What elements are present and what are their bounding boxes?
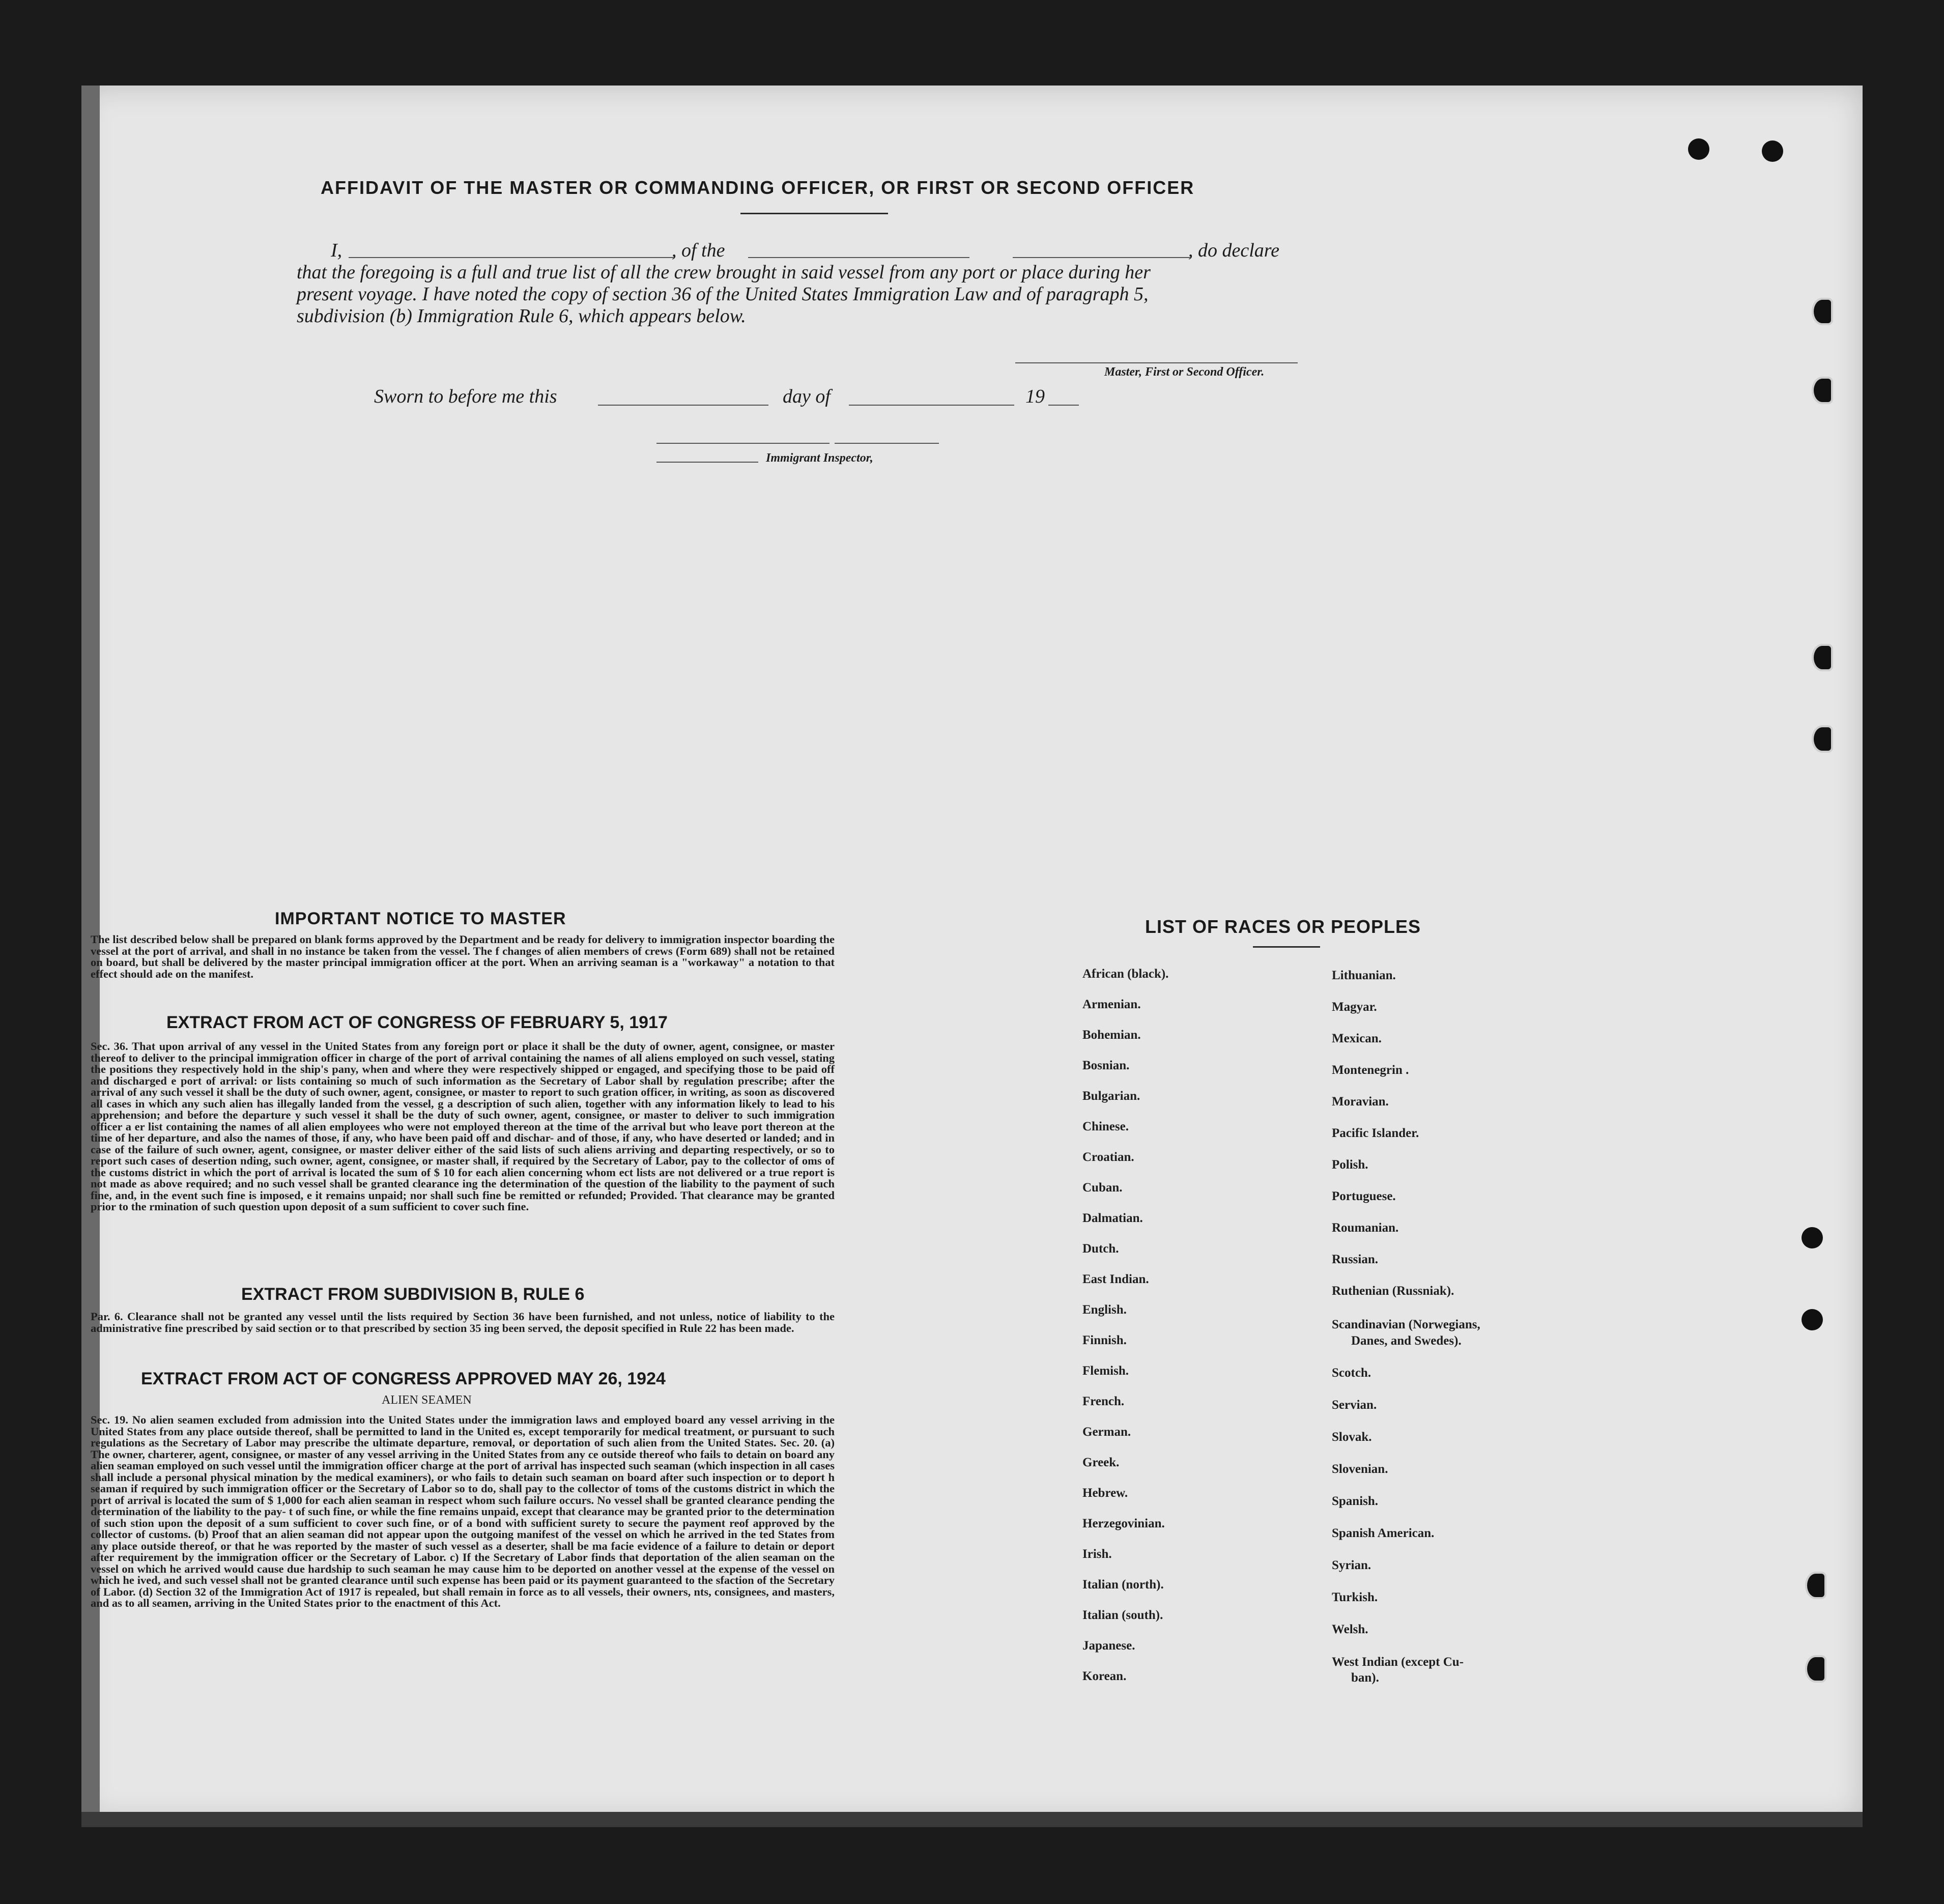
race-item: Montenegrin . (1332, 1063, 1409, 1077)
race-item: Dutch. (1082, 1242, 1119, 1256)
master-signature-line[interactable] (1015, 362, 1298, 363)
race-item: East Indian. (1082, 1272, 1149, 1286)
race-item: Russian. (1332, 1253, 1379, 1266)
race-item: Spanish American. (1332, 1526, 1435, 1540)
race-item: Scotch. (1332, 1366, 1371, 1380)
race-item: Italian (north). (1082, 1578, 1164, 1592)
extract-rule6-title: EXTRACT FROM SUBDIVISION B, RULE 6 (241, 1285, 585, 1304)
extract-1924-text: Sec. 19. No alien seamen excluded from admission into the United States under the immigration laws and employed board any vessel arriving in the United States from any place outside thereof, shall be permitted to land in the United es, except temporarily for medical treatment, or pursuant to such regulations as the Secretary of Labor may prescribe the ultimate departure, removal, or deportation of such alien from the United States. Sec. 20. (a) The owner, charterer, agent, consignee, or master of any vessel arriving in the United States from any ce outside thereof who fails to detain on board any alien seaman employed on such vessel until the immigration officer charge at the port of arrival has inspected such seaman (which inspection in all cases shall include a personal physical mination by the medical examiners), or who fails to detain such seaman on board after such inspection or to deport h seaman if required by such immigration officer or the Secretary of Labor so to do, shall pay to the collector of toms of the customs district in which the port of arrival is located the sum of $ 1,000 for each alien seaman in respect whom such failure occurs. No vessel shall be granted clearance pending the determination of the liability to the pay- t of such fine, or while the fine remains unpaid, except that clearance may be granted prior to the determination of such stion upon the deposit of a sum sufficient to cover such fine, or of a bond with sufficient surety to secure the payment reof approved by the collector of customs. (b) Proof that an alien seaman did not appear upon the outgoing manifest of the vessel on which he arrived in the ted States from any place outside thereof, or that he was reported by the master of such vessel as a deserter, shall be ma facie evidence of a failure to detain or deport after requirement by the immigration officer or the Secretary of Labor. c) If the Secretary of Labor finds that deportation of the alien seaman on the vessel on which he arrived would cause due hardship to such seaman he may cause him to be deported on another vessel at the expense of the vessel on which he ived, and such vessel shall not be granted clearance until such expense has been paid or its payment guaranteed to the sfaction of the Secretary of Labor. (d) Section 32 of the Immigration Act of 1917 is repealed, but shall remain in force as to all vessels, their owners, nts, consignees, and masters, and as to all seamen, arriving in the United States prior to the enactment of this Act. (91, 1413, 835, 1609)
race-item: Ruthenian (Russniak). (1332, 1284, 1454, 1298)
punch-hole-icon (1688, 138, 1709, 160)
affidavit-title: AFFIDAVIT OF THE MASTER OR COMMANDING OFFICER, OR FIRST OR SECOND OFFICER (321, 177, 1195, 198)
sworn-prefix: Sworn to before me this (374, 386, 557, 407)
race-item: Polish. (1332, 1158, 1368, 1172)
affidavit-do-declare: , do declare (1188, 240, 1280, 261)
race-item: German. (1082, 1425, 1131, 1439)
race-item: English. (1082, 1303, 1127, 1317)
race-item: Greek. (1082, 1456, 1120, 1469)
notice-text: The list described below shall be prepared on blank forms approved by the Department and be ready for delivery to immigration inspector boarding the vessel at the port of arrival, and shall in no instance be taken from the vessel. The f changes of alien members of crews (Form 689) shall not be retained on board, but shall be delivered by the master principal immigration officer at the port. When an arriving seaman is a "workaway" a notation to that effect should ade on the manifest. (91, 933, 835, 980)
race-item: Japanese. (1082, 1639, 1135, 1653)
punch-hole-icon (1802, 1309, 1823, 1330)
inspector-line-1[interactable] (656, 443, 830, 444)
race-item: Roumanian. (1332, 1221, 1399, 1235)
race-item: Bohemian. (1082, 1028, 1141, 1042)
race-item: Italian (south). (1082, 1608, 1163, 1622)
races-title-rule (1253, 946, 1320, 948)
race-item: West Indian (except Cu- (1332, 1655, 1464, 1669)
affidavit-of-the: , of the (672, 240, 725, 261)
extract-1924-title: EXTRACT FROM ACT OF CONGRESS APPROVED MAY 26, 1924 (141, 1369, 666, 1388)
races-title: LIST OF RACES OR PEOPLES (1145, 916, 1421, 937)
race-item: Mexican. (1332, 1032, 1382, 1045)
race-item: Finnish. (1082, 1333, 1127, 1347)
binder-clip-icon (1812, 644, 1833, 671)
affidavit-title-rule (740, 213, 888, 214)
race-item: ban). (1351, 1671, 1379, 1685)
extract-1917-title: EXTRACT FROM ACT OF CONGRESS OF FEBRUARY 5, 1917 (166, 1013, 668, 1032)
race-item: Flemish. (1082, 1364, 1129, 1378)
race-item: African (black). (1082, 967, 1169, 981)
race-item: Spanish. (1332, 1494, 1379, 1508)
notice-title: IMPORTANT NOTICE TO MASTER (275, 909, 566, 928)
race-item: Hebrew. (1082, 1486, 1128, 1500)
race-item: Slovak. (1332, 1430, 1372, 1444)
binder-clip-icon (1805, 1655, 1826, 1683)
affidavit-line-4: subdivision (b) Immigration Rule 6, which appears below. (297, 305, 746, 327)
binder-clip-icon (1805, 1572, 1826, 1599)
race-item: Moravian. (1332, 1095, 1389, 1109)
binder-clip-icon (1812, 725, 1833, 753)
race-item: Danes, and Swedes). (1351, 1334, 1462, 1348)
race-item: Herzegovinian. (1082, 1517, 1165, 1530)
master-signature-label: Master, First or Second Officer. (1104, 365, 1265, 379)
inspector-line-3[interactable] (656, 462, 758, 463)
race-item: Lithuanian. (1332, 969, 1396, 982)
extract-rule6-text: Par. 6. Clearance shall not be granted any vessel until the lists required by Section 36 have been furnished, and not unless, notice of liability to the administrative fine prescribed by said section or to that prescribed by section 35 ing been served, the deposit specified in Rule 22 has been made. (91, 1310, 835, 1334)
sworn-day-line[interactable] (598, 405, 768, 406)
inspector-line-2[interactable] (835, 443, 939, 444)
extract-1917-text: Sec. 36. That upon arrival of any vessel in the United States from any foreign port or place it shall be the duty of owner, agent, consignee, or master thereof to deliver to the principal immigration officer in charge of the port of arrival containing the names of all aliens employed on such vessel, stating the positions they respectively hold in the ship's pany, when and where they were respectively shipped or engaged, and specifying those to be paid off and discharged e port of arrival: or lists containing so much of such information as the Secretary of Labor shall by regulation prescribe; after the arrival of any such vessel it shall be the duty of such owner, agent, consignee, or master to report to such gration officer, in writing, as soon as discovered all cases in which any such alien has illegally landed from the vessel, g a description of such alien, together with any information likely to lead to his apprehension; and before the departure y such vessel it shall be the duty of such owner, agent, consignee, or master to deliver to such immigration officer a er list containing the names of all alien employees who were not employed thereon at the time of the arrival but who leave port thereon at the time of her departure, and also the names of those, if any, who have been paid off and dischar- and of those, if any, who have deserted or landed; and in case of the failure of such owner, agent, consignee, or master deliver either of the said lists of such aliens arriving and departing respectively, or so to report such cases of desertion nding, such owner, agent, consignee, or master shall, if required by the Secretary of Labor, pay to the collector of oms of the customs district in which the port of arrival is located the sum of $ 10 for each alien concerning whom ect lists are not delivered or a true report is not made as above required; and no such vessel shall be granted clearance ing the determination of the question of the liability to the payment of such fine, and, in the event such fine is imposed, e it remains unpaid; nor shall such fine be remitted or refunded; Provided. That clearance may be granted prior to the rmination of such question upon deposit of a sum sufficient to cover such fine. (91, 1040, 835, 1213)
affidavit-i: I, (331, 240, 342, 261)
race-item: Croatian. (1082, 1150, 1134, 1164)
inspector-label: Immigrant Inspector, (766, 451, 873, 465)
sworn-year: 19 (1025, 386, 1045, 407)
sworn-day-of: day of (783, 386, 831, 407)
race-item: Chinese. (1082, 1120, 1129, 1133)
race-item: Magyar. (1332, 1000, 1377, 1014)
punch-hole-icon (1802, 1227, 1823, 1248)
race-item: French. (1082, 1395, 1125, 1408)
extract-1924-subtitle: ALIEN SEAMEN (382, 1394, 472, 1407)
punch-hole-icon (1762, 140, 1783, 162)
sworn-year-line[interactable] (1048, 405, 1079, 406)
page-bottom-shadow (81, 1812, 1863, 1827)
race-item: Irish. (1082, 1547, 1112, 1561)
race-item: Pacific Islander. (1332, 1126, 1419, 1140)
name-blank-line[interactable] (349, 257, 674, 258)
race-item: Korean. (1082, 1669, 1127, 1683)
race-item: Armenian. (1082, 998, 1141, 1011)
race-item: Servian. (1332, 1398, 1377, 1412)
binder-clip-icon (1812, 377, 1833, 404)
race-item: Portuguese. (1332, 1189, 1396, 1203)
race-item: Scandinavian (Norwegians, (1332, 1318, 1480, 1331)
race-item: Bulgarian. (1082, 1089, 1140, 1103)
vessel-blank-line[interactable] (1013, 257, 1191, 258)
race-item: Syrian. (1332, 1558, 1371, 1572)
position-blank-line[interactable] (748, 257, 969, 258)
race-item: Welsh. (1332, 1623, 1368, 1636)
binder-clip-icon (1812, 298, 1833, 325)
race-item: Dalmatian. (1082, 1211, 1143, 1225)
affidavit-line-3: present voyage. I have noted the copy of section 36 of the United States Immigration Law and of paragraph 5, (297, 283, 1149, 305)
race-item: Cuban. (1082, 1181, 1123, 1195)
sworn-month-line[interactable] (849, 405, 1014, 406)
affidavit-line-2: that the foregoing is a full and true list of all the crew brought in said vessel from any port or place during her (297, 262, 1151, 283)
race-item: Bosnian. (1082, 1059, 1130, 1072)
race-item: Turkish. (1332, 1590, 1378, 1604)
race-item: Slovenian. (1332, 1462, 1388, 1476)
